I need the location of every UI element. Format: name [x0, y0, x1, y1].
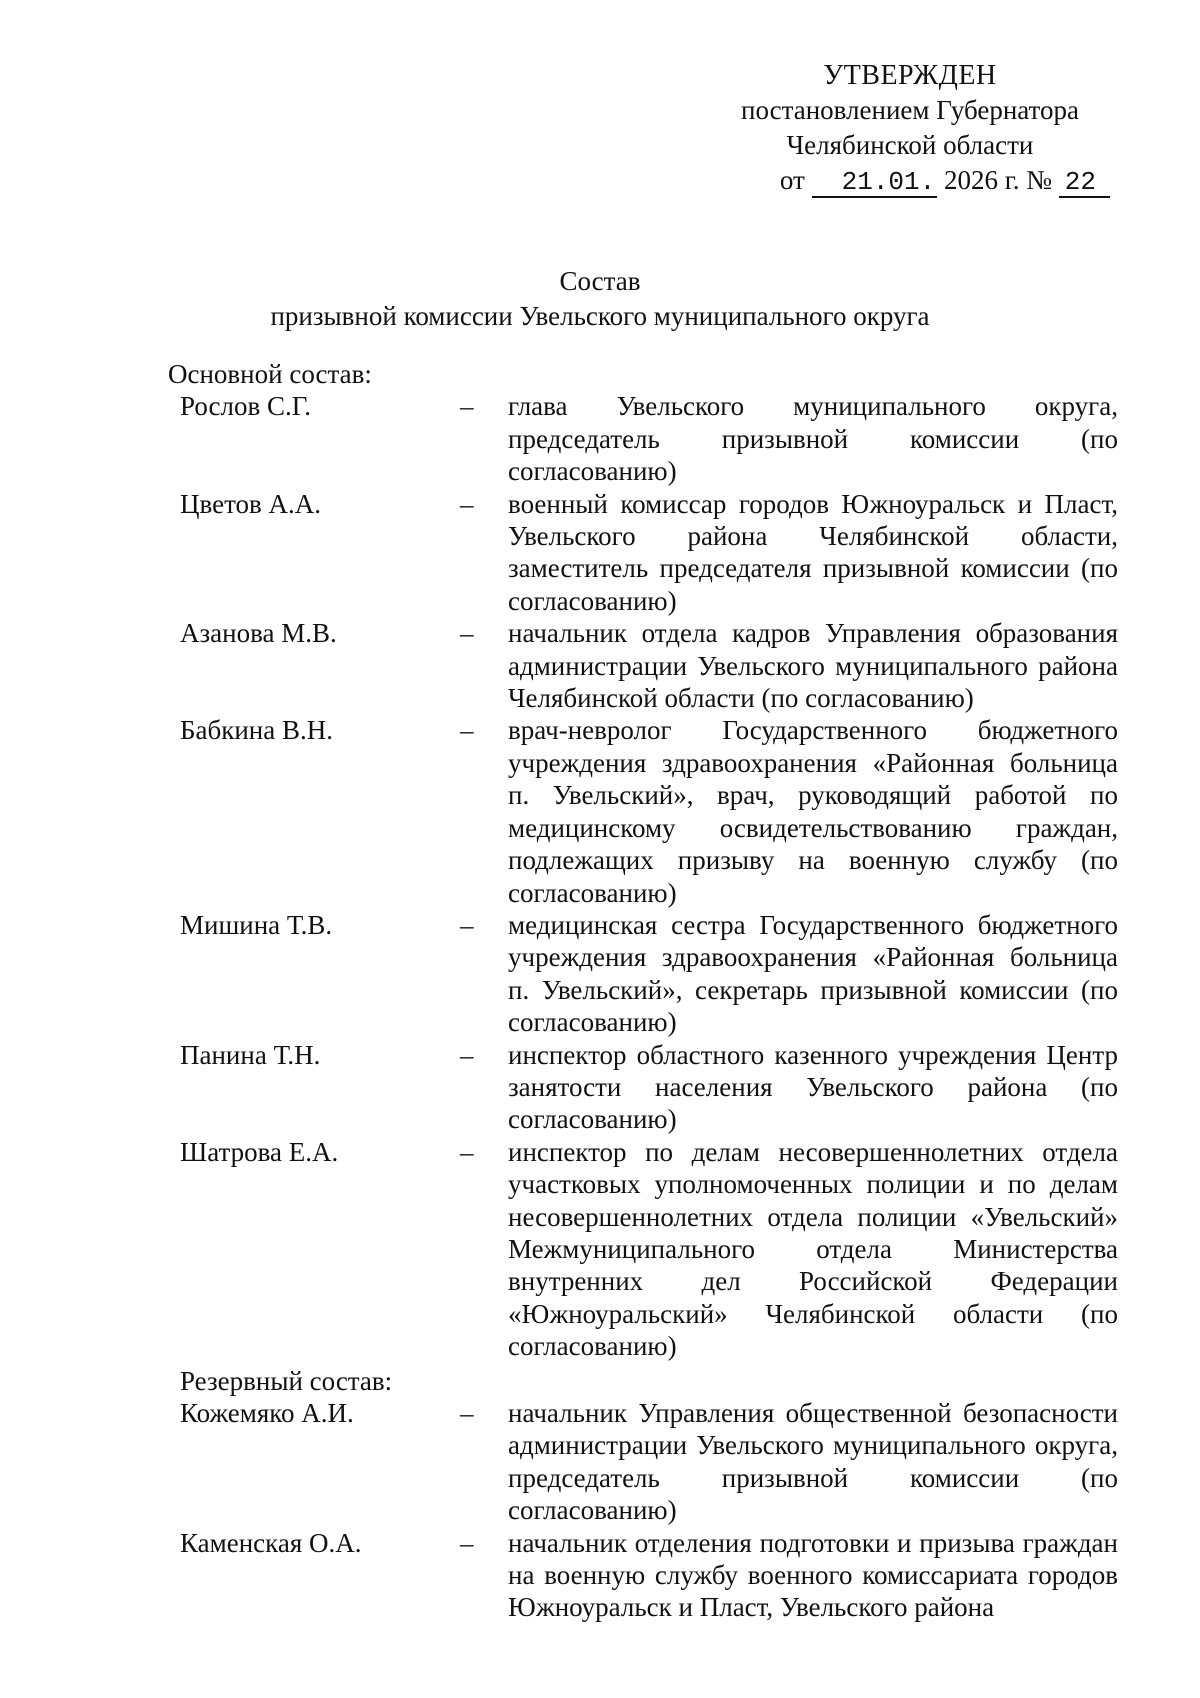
dash-separator: –: [460, 909, 474, 940]
member-entry: [168, 390, 1118, 487]
member-name: Цветов А.А.: [180, 488, 322, 519]
main-composition: [168, 358, 1118, 1363]
member-position: инспектор по делам несовершеннолетних отдела участковых уполномоченных полиции и по делам несовершеннолетних отдела полиции «Увельский» Межмуниципального отдела Министерства внутренних дел Российской Федерации «Южноуральский» Челябинской области (по согласованию): [508, 1136, 1118, 1362]
approval-authority: постановлением Губернатора: [741, 95, 1079, 125]
member-entry: [168, 1397, 1118, 1527]
member-position: глава Увельского муниципального округа, председатель призывной комиссии (по согласованию): [508, 391, 1118, 487]
decree-line: [700, 163, 1120, 198]
member-position: инспектор областного казенного учреждения Центр занятости населения Увельского района (по согласованию): [508, 1039, 1118, 1135]
dash-separator: –: [460, 618, 474, 649]
dash-separator: –: [460, 1039, 474, 1070]
commission-list: [168, 358, 1118, 1624]
decree-year: 2026 г. №: [943, 165, 1053, 195]
member-position: медицинская сестра Государственного бюджетного учреждения здравоохранения «Районная больница п. Увельский», секретарь призывной комиссии (по согласованию): [508, 909, 1118, 1038]
member-name: Кожемяко А.И.: [180, 1398, 354, 1428]
member-position: начальник отдела кадров Управления образования администрации Увельского муниципального района Челябинской области (по согласованию): [508, 618, 1118, 714]
member-entry: [168, 617, 1118, 714]
reserve-composition: [168, 1365, 1118, 1624]
reserve-composition-heading: Резервный состав:: [180, 1365, 393, 1396]
member-position: начальник отделения подготовки и призыва граждан на военную службу военного комиссариата городов Южноуральск и Пласт, Увельского района: [508, 1527, 1118, 1623]
decree-prefix: от: [779, 165, 805, 195]
member-position: врач-невролог Государственного бюджетного учреждения здравоохранения «Районная больница п. Увельский», врач, руководящий работой по медицинскому освидетельствованию граждан, подлежащих призыву на военную службу (по согласованию): [508, 715, 1118, 908]
member-name: Мишина Т.В.: [180, 909, 333, 940]
document-title: [0, 264, 1200, 334]
member-position: военный комиссар городов Южноуральск и Пласт, Увельского района Челябинской области, заместитель председателя призывной комиссии (по согласованию): [508, 488, 1118, 616]
approval-region: Челябинской области: [786, 130, 1034, 160]
dash-separator: –: [460, 391, 474, 422]
main-composition-heading: Основной состав:: [168, 359, 372, 389]
member-name: Бабкина В.Н.: [180, 715, 333, 746]
member-entry: [168, 1039, 1118, 1136]
title-subheading: призывной комиссии Увельского муниципального округа: [270, 301, 930, 331]
approval-stamp-block: [700, 58, 1120, 198]
member-entry: [168, 714, 1118, 908]
dash-separator: –: [460, 715, 474, 746]
member-position: начальник Управления общественной безопасности администрации Увельского муниципального округа, председатель призывной комиссии (по согласованию): [508, 1398, 1118, 1526]
title-heading: Состав: [559, 266, 641, 296]
member-entry: [168, 909, 1118, 1039]
member-name: Рослов С.Г.: [180, 391, 312, 422]
member-entry: [168, 1527, 1118, 1624]
member-name: Шатрова Е.А.: [180, 1136, 339, 1167]
decree-number: 22: [1059, 168, 1110, 198]
dash-separator: –: [460, 1398, 474, 1428]
decree-date: 21.01.: [812, 168, 938, 198]
dash-separator: –: [460, 1527, 474, 1558]
member-name: Каменская О.А.: [180, 1527, 362, 1558]
member-entry: [168, 488, 1118, 618]
member-name: Азанова М.В.: [180, 618, 337, 649]
approved-label: УТВЕРЖДЕН: [823, 60, 997, 91]
dash-separator: –: [460, 1136, 474, 1167]
dash-separator: –: [460, 488, 474, 519]
member-name: Панина Т.Н.: [180, 1039, 321, 1070]
member-entry: [168, 1136, 1118, 1363]
